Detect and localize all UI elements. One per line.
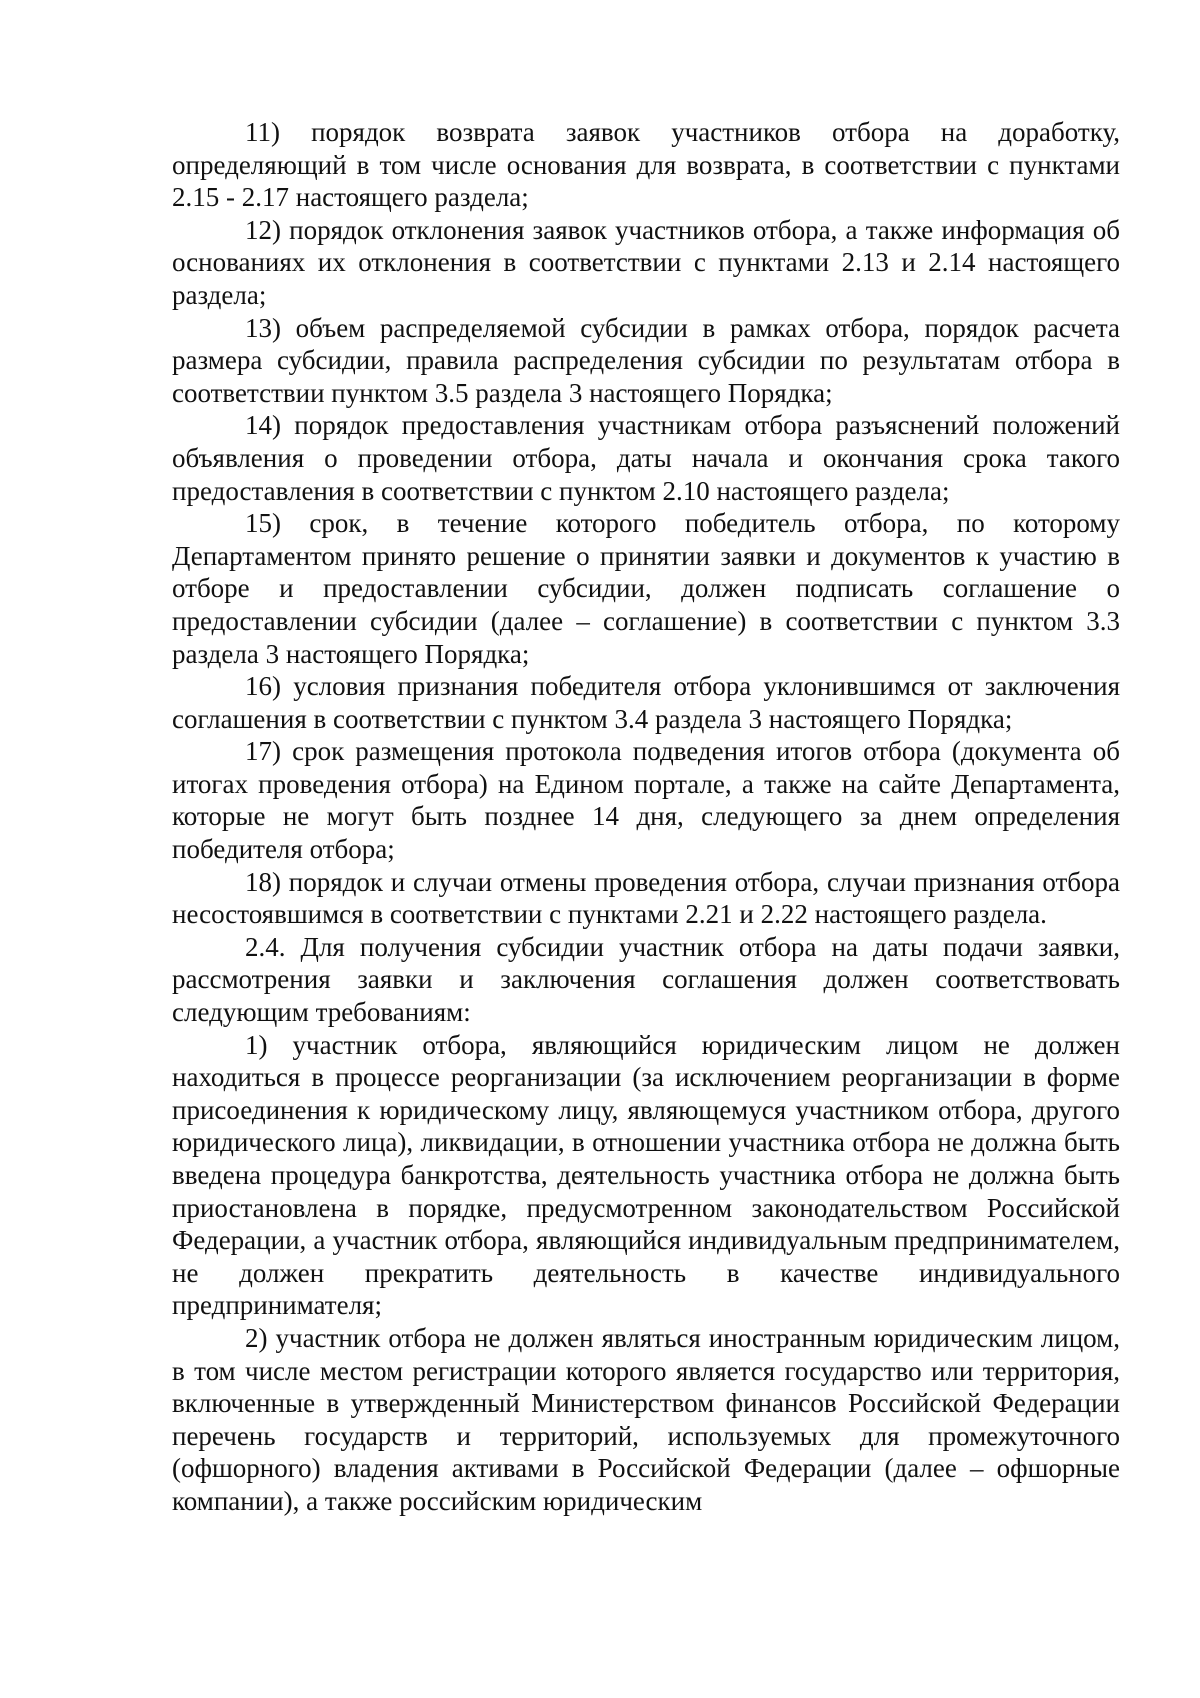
paragraph-item-11: 11) порядок возврата заявок участников отбора на доработку, определяющий в том числе основания для возврата, в соответствии с пунктами 2.15 - 2.17 настоящего раздела; bbox=[172, 117, 1120, 213]
paragraph-item-18: 18) порядок и случаи отмены проведения отбора, случаи признания отбора несостоявшимся в соответствии с пунктами 2.21 и 2.22 настоящего раздела. bbox=[172, 866, 1120, 930]
paragraph-item-12: 12) порядок отклонения заявок участников отбора, а также информация об основаниях их отклонения в соответствии с пунктами 2.13 и 2.14 настоящего раздела; bbox=[172, 214, 1120, 310]
paragraph-item-13: 13) объем распределяемой субсидии в рамках отбора, порядок расчета размера субсидии, правила распределения субсидии по результатам отбора в соответствии пунктом 3.5 раздела 3 настоящего Порядка; bbox=[172, 312, 1120, 408]
paragraph-item-16: 16) условия признания победителя отбора уклонившимся от заключения соглашения в соответствии с пунктом 3.4 раздела 3 настоящего Порядка; bbox=[172, 671, 1120, 734]
paragraph-item-15: 15) срок, в течение которого победитель отбора, по которому Департаментом принято решение о принятии заявки и документов к участию в отборе и предоставлении субсидии, должен подписать соглашение о предоставлении субсидии (далее – соглашение) в соответствии с пунктом 3.3 раздела 3 настоящего Порядка; bbox=[172, 508, 1120, 669]
paragraph-item-14: 14) порядок предоставления участникам отбора разъяснений положений объявления о проведении отбора, даты начала и окончания срока такого предоставления в соответствии с пунктом 2.10 настоящего раздела; bbox=[172, 410, 1120, 506]
document-page bbox=[172, 116, 1120, 1518]
paragraph-item-17: 17) срок размещения протокола подведения итогов отбора (документа об итогах проведения отбора) на Едином портале, а также на сайте Департамента, которые не могут быть позднее 14 дня, следующего за днем определения победителя отбора; bbox=[172, 736, 1120, 865]
paragraph-section-2-4: 2.4. Для получения субсидии участник отбора на даты подачи заявки, рассмотрения заявки и заключения соглашения должен соответствовать следующим требованиям: bbox=[172, 931, 1120, 1028]
paragraph-requirement-1: 1) участник отбора, являющийся юридическим лицом не должен находиться в процессе реорганизации (за исключением реорганизации в форме присоединения к юридическому лицу, являющемуся участником отбора, другого юридического лица), ликвидации, в отношении участника отбора не должна быть введена процедура банкротства, деятельность участника отбора не должна быть приостановлена в порядке, предусмотренном законодательством Российской Федерации, а участник отбора, являющийся индивидуальным предпринимателем, не должен прекратить деятельность в качестве индивидуального предпринимателя; bbox=[172, 1029, 1120, 1321]
paragraph-requirement-2: 2) участник отбора не должен являться иностранным юридическим лицом, в том числе местом регистрации которого является государство или территория, включенные в утвержденный Министерством финансов Российской Федерации перечень государств и территорий, используемых для промежуточного (офшорного) владения активами в Российской Федерации (далее – офшорные компании), а также российским юридическим bbox=[172, 1322, 1120, 1516]
